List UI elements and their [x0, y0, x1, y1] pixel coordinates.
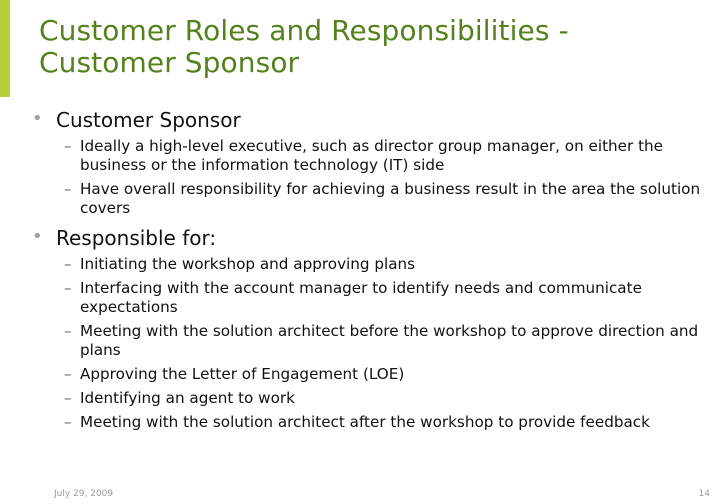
dash-icon: –	[64, 413, 72, 431]
bullet-dot-icon: •	[32, 108, 43, 129]
bullet-responsible-for	[30, 226, 710, 250]
sub-bullet	[30, 279, 710, 317]
sub-bullet-text: Interfacing with the account manager to identify needs and communicate expectations	[80, 279, 642, 316]
dash-icon: –	[64, 137, 72, 155]
dash-icon: –	[64, 255, 72, 273]
slide-body	[30, 108, 710, 437]
dash-icon: –	[64, 389, 72, 407]
slide-title: Customer Roles and Responsibilities - Customer Sponsor	[39, 14, 569, 79]
sublist-responsible-for	[30, 255, 710, 432]
sub-bullet-text: Ideally a high-level executive, such as director group manager, on either the business or the information technology (IT) side	[80, 137, 664, 174]
accent-bar	[0, 0, 10, 97]
sub-bullet	[30, 255, 710, 274]
sub-bullet	[30, 413, 710, 432]
dash-icon: –	[64, 279, 72, 297]
footer-page-number: 14	[698, 489, 710, 499]
dash-icon: –	[64, 365, 72, 383]
sub-bullet	[30, 137, 710, 175]
section-heading: Responsible for:	[56, 226, 217, 250]
sub-bullet	[30, 322, 710, 360]
bullet-customer-sponsor	[30, 108, 710, 132]
dash-icon: –	[64, 322, 72, 340]
sub-bullet	[30, 180, 710, 218]
section-heading: Customer Sponsor	[56, 108, 241, 132]
sub-bullet-text: Meeting with the solution architect after the workshop to provide feedback	[80, 413, 650, 431]
sub-bullet-text: Meeting with the solution architect before the workshop to approve direction and plans	[80, 322, 699, 359]
sub-bullet-text: Have overall responsibility for achieving a business result in the area the solution covers	[80, 180, 701, 217]
sub-bullet	[30, 389, 710, 408]
sub-bullet	[30, 365, 710, 384]
dash-icon: –	[64, 180, 72, 198]
sub-bullet-text: Identifying an agent to work	[80, 389, 295, 407]
footer-date: July 29, 2009	[54, 489, 114, 499]
sub-bullet-text: Approving the Letter of Engagement (LOE)	[80, 365, 405, 383]
sublist-customer-sponsor	[30, 137, 710, 218]
sub-bullet-text: Initiating the workshop and approving plans	[80, 255, 416, 273]
bullet-dot-icon: •	[32, 226, 43, 247]
